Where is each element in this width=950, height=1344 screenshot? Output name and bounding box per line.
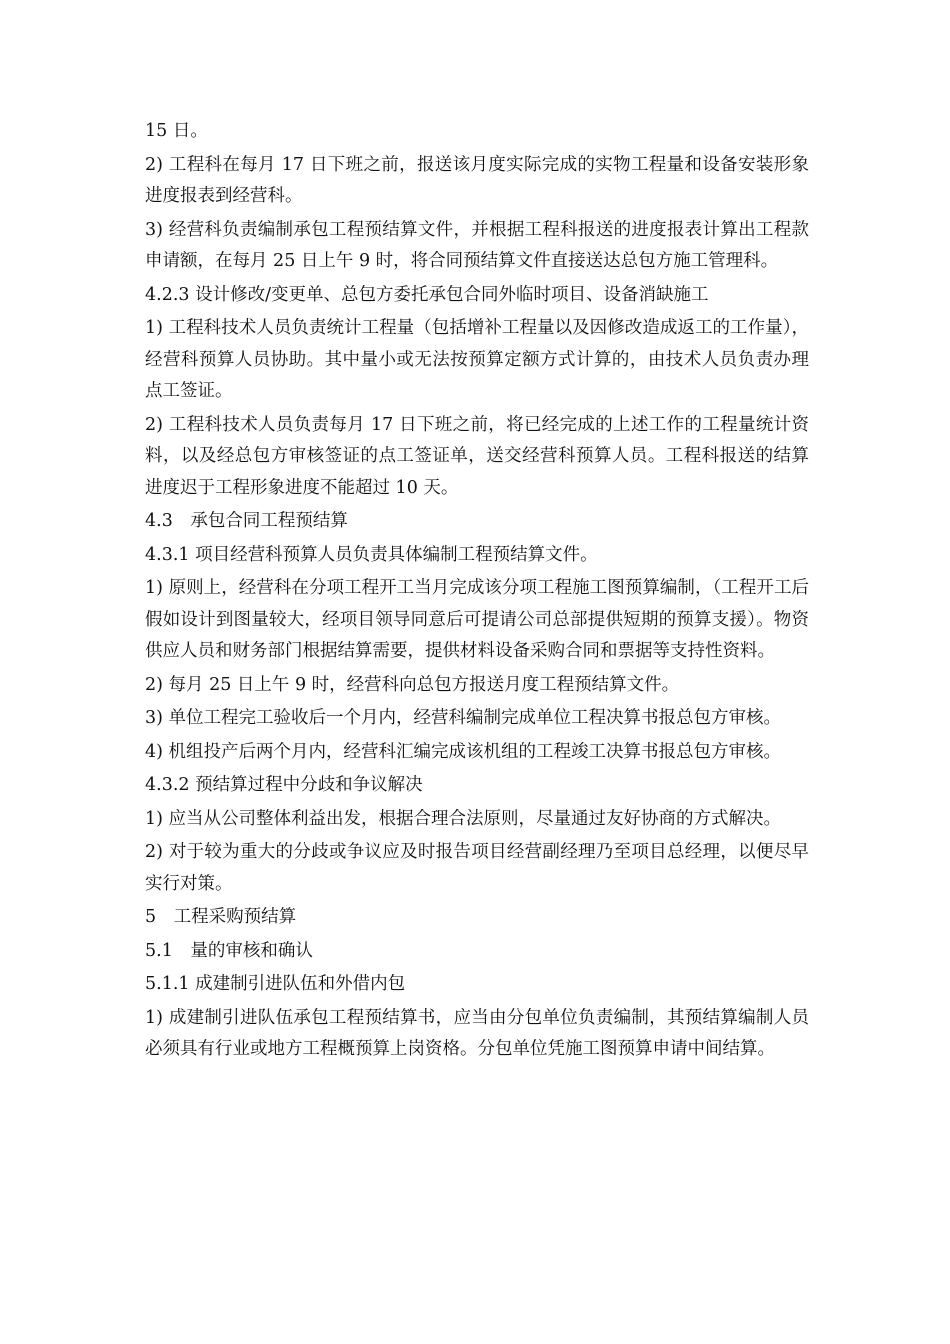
text-paragraph: 3) 单位工程完工验收后一个月内，经营科编制完成单位工程决算书报总包方审核。 bbox=[145, 708, 782, 728]
text-paragraph: 4) 机组投产后两个月内，经营科汇编完成该机组的工程竣工决算书报总包方审核。 bbox=[145, 741, 782, 762]
section-heading: 4.3.1 项目经营科预算人员负责具体编制工程预结算文件。 bbox=[145, 544, 598, 565]
text-paragraph: 2) 工程科在每月 17 日下班之前，报送该月度实际完成的实物工程量和设备安装形象进度报表到经营科。 bbox=[145, 154, 809, 206]
section-heading: 4.2.3 设计修改/变更单、总包方委托承包合同外临时项目、设备消缺施工 bbox=[145, 284, 709, 305]
section-heading: 5 工程采购预结算 bbox=[145, 907, 297, 927]
section-heading: 4.3 承包合同工程预结算 bbox=[145, 511, 348, 531]
text-paragraph: 15 日。 bbox=[145, 121, 208, 141]
section-heading: 5.1 量的审核和确认 bbox=[145, 940, 313, 961]
section-heading: 4.3.2 预结算过程中分歧和争议解决 bbox=[145, 775, 423, 795]
section-heading: 5.1.1 成建制引进队伍和外借内包 bbox=[145, 974, 406, 994]
document-page bbox=[145, 116, 809, 1068]
text-paragraph: 2) 每月 25 日上午 9 时，经营科向总包方报送月度工程预结算文件。 bbox=[145, 674, 680, 695]
text-paragraph: 3) 经营科负责编制承包工程预结算文件，并根据工程科报送的进度报表计算出工程款申请额，在每月 25 日上午 9 时，将合同预结算文件直接送达总包方施工管理科。 bbox=[145, 219, 809, 271]
text-paragraph: 1) 原则上，经营科在分项工程开工当月完成该分项工程施工图预算编制，（工程开工后假如设计到图量较大，经项目领导同意后可提请公司总部提供短期的预算支援）。物资供应人员和财务部门根据结算需要，提供材料设备采购合同和票据等支持性资料。 bbox=[145, 578, 809, 661]
text-paragraph: 1) 工程科技术人员负责统计工程量（包括增补工程量以及因修改造成返工的工作量），经营科预算人员协助。其中量小或无法按预算定额方式计算的，由技术人员负责办理点工签证。 bbox=[145, 318, 809, 401]
text-paragraph: 1) 应当从公司整体利益出发，根据合理合法原则，尽量通过友好协商的方式解决。 bbox=[145, 808, 782, 829]
text-paragraph: 1) 成建制引进队伍承包工程预结算书，应当由分包单位负责编制，其预结算编制人员必须具有行业或地方工程概预算上岗资格。分包单位凭施工图预算申请中间结算。 bbox=[145, 1007, 809, 1059]
text-paragraph: 2) 工程科技术人员负责每月 17 日下班之前，将已经完成的上述工作的工程量统计资料，以及经总包方审核签证的点工签证单，送交经营科预算人员。工程科报送的结算进度迟于工程形象进度不能超过 10 天。 bbox=[145, 414, 809, 498]
text-paragraph: 2) 对于较为重大的分歧或争议应及时报告项目经营副经理乃至项目总经理，以便尽早实行对策。 bbox=[145, 842, 809, 894]
